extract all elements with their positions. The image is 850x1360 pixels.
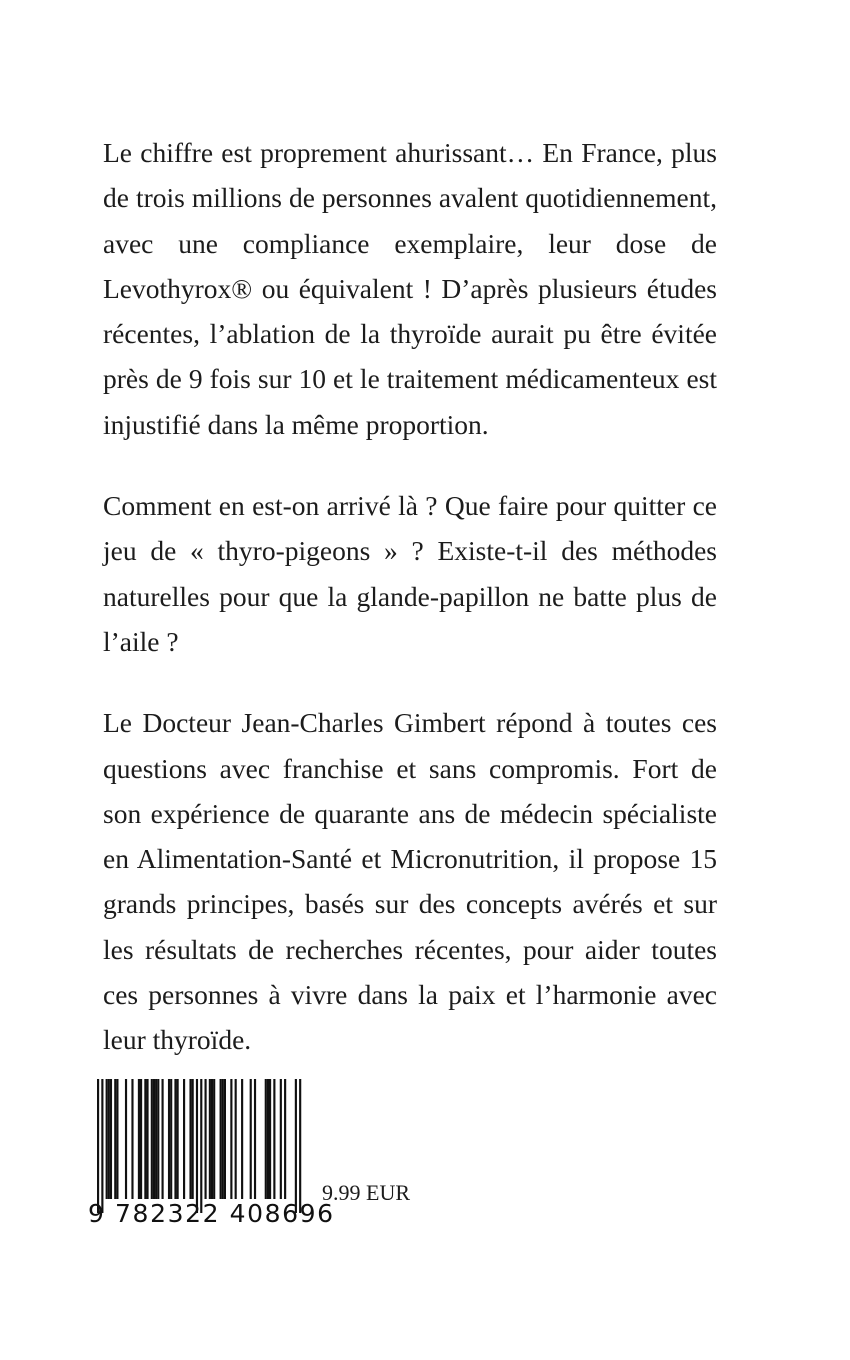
barcode-bar: [284, 1079, 286, 1199]
blurb-text: [103, 130, 717, 1099]
barcode-bar: [114, 1079, 116, 1199]
barcode-bar: [222, 1079, 224, 1199]
price-label: 9.99 EUR: [322, 1180, 410, 1205]
barcode-bar: [295, 1079, 297, 1213]
barcode-bar: [162, 1079, 164, 1199]
barcode-bar: [177, 1079, 179, 1199]
barcode-bar: [209, 1079, 211, 1199]
blurb-paragraph-1: Le chiffre est proprement ahurissant… En France, plus de trois millions de personnes avalent quotidiennement, avec une compliance exemplaire, leur dose de Levothyrox® ou équivalent ! D’après plusieurs études récentes, l’ablation de la thyroïde aurait pu être évitée près de 9 fois sur 10 et le traitement médicamenteux est injustifié dans la même proportion.: [103, 137, 717, 440]
barcode-bar: [196, 1079, 198, 1213]
barcode-bar: [131, 1079, 133, 1199]
barcode-bar: [101, 1079, 103, 1213]
barcode-bar: [155, 1079, 157, 1199]
barcode-bar: [299, 1079, 301, 1213]
barcode-bar: [108, 1079, 110, 1199]
barcode-bar: [106, 1079, 108, 1199]
barcode-bar: [250, 1079, 252, 1199]
barcode-bar: [144, 1079, 146, 1199]
barcode-bar: [211, 1079, 213, 1199]
barcode-bar: [125, 1079, 127, 1199]
isbn-barcode: [88, 1072, 310, 1192]
barcode-bar: [157, 1079, 159, 1199]
barcode-bar: [138, 1079, 140, 1199]
barcode-bar: [235, 1079, 237, 1199]
barcode-bar: [273, 1079, 275, 1199]
barcode-bar: [153, 1079, 155, 1199]
barcode-bar: [151, 1079, 153, 1199]
blurb-paragraph-3: Le Docteur Jean-Charles Gimbert répond à toutes ces questions avec franchise et sans compromis. Fort de son expérience de quarante ans de médecin spécialiste en Alimentation-Santé et Micronutrition, il propose 15 grands principes, basés sur des concepts avérés et sur les résultats de recherches récentes, pour aider toutes ces personnes à vivre dans la paix et l’harmonie avec leur thyroïde.: [103, 707, 717, 1056]
barcode-bar: [189, 1079, 191, 1199]
barcode-bar: [174, 1079, 176, 1199]
barcode-bar: [254, 1079, 256, 1199]
barcode-bar: [140, 1079, 142, 1199]
barcode-bar: [205, 1079, 207, 1199]
barcode-bar: [192, 1079, 194, 1199]
barcode-bar: [183, 1079, 185, 1199]
barcode-bar: [116, 1079, 118, 1199]
barcode-bar: [224, 1079, 226, 1199]
barcode-bar: [220, 1079, 222, 1199]
barcode-bar: [213, 1079, 215, 1199]
barcode-bar: [265, 1079, 267, 1199]
barcode-bar: [267, 1079, 269, 1199]
barcode-bar: [170, 1079, 172, 1199]
barcode-bar: [110, 1079, 112, 1199]
barcode-bars: [88, 1072, 310, 1206]
barcode-bar: [230, 1079, 232, 1199]
barcode-bar: [241, 1079, 243, 1199]
barcode-bar: [269, 1079, 271, 1199]
barcode-bar: [97, 1079, 99, 1213]
blurb-paragraph-2: Comment en est-on arrivé là ? Que faire pour quitter ce jeu de « thyro-pigeons » ? Existe-t-il des méthodes naturelles pour que la glande-papillon ne batte plus de l’aile ?: [103, 490, 717, 657]
barcode-bar: [280, 1079, 282, 1199]
isbn-number: 9 782322 408696: [88, 1199, 335, 1228]
barcode-bar: [200, 1079, 202, 1213]
barcode-bar: [168, 1079, 170, 1199]
barcode-bar: [146, 1079, 148, 1199]
